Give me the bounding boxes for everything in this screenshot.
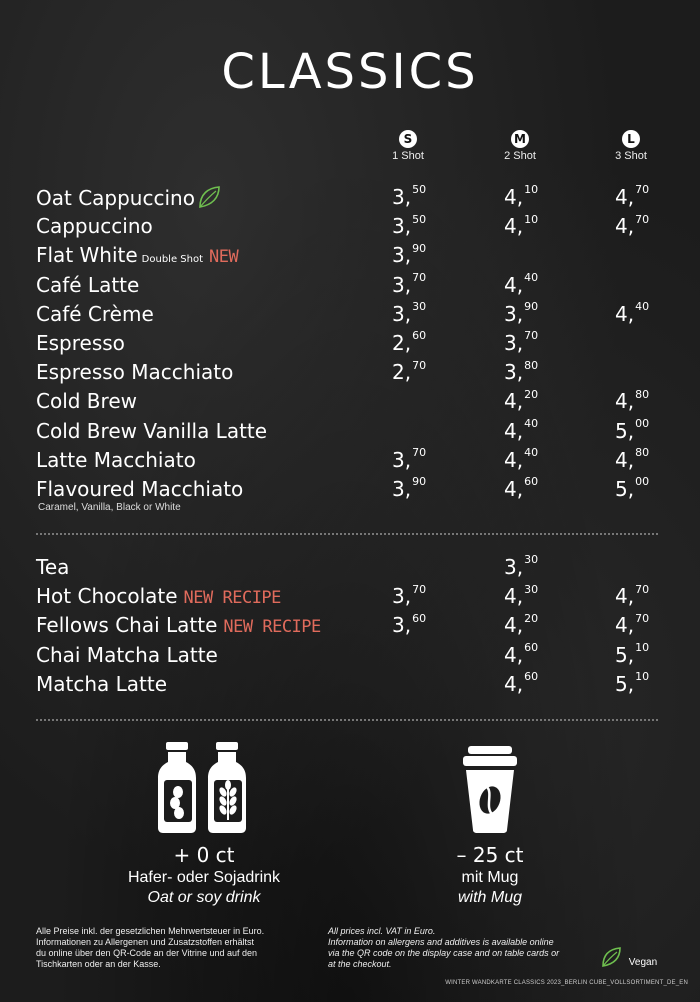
price-cents: 70 <box>412 358 427 372</box>
menu-item-name <box>36 643 218 667</box>
price-euros: 3 <box>392 272 405 297</box>
menu-item <box>0 475 700 513</box>
new-badge: NEW <box>209 247 239 268</box>
price-cents: 80 <box>635 387 650 401</box>
size-shot-label: 1 Shot <box>392 150 424 162</box>
price-s <box>392 243 426 267</box>
price-cents: 70 <box>412 446 427 460</box>
footer-en-line: via the QR code on the display case and on table cards or <box>328 948 560 958</box>
price-cents: 00 <box>635 416 650 430</box>
price-m <box>504 613 538 637</box>
footer-de-line: Informationen zu Allergenen und Zusatzstoffen erhältst <box>36 937 254 947</box>
price-cents: 50 <box>412 183 427 197</box>
price-l <box>615 584 649 608</box>
price-cents: 60 <box>524 640 539 654</box>
price-m <box>504 448 538 472</box>
size-column-s <box>378 130 438 162</box>
menu-item-name-text: Espresso <box>36 331 125 355</box>
menu-item-name <box>36 555 69 579</box>
price-cents: 90 <box>524 300 539 314</box>
price-cents: 40 <box>524 270 539 284</box>
price-m <box>504 270 539 297</box>
menu-item-name <box>36 448 196 472</box>
promo-mug-en: with Mug <box>457 889 523 906</box>
price-s <box>392 185 426 209</box>
price-cents: 70 <box>524 329 539 343</box>
new-badge: NEW RECIPE <box>223 617 321 638</box>
price-euros: 4 <box>615 613 628 638</box>
price-l <box>615 416 650 443</box>
size-badge: M <box>511 130 529 148</box>
price-euros: 3 <box>392 243 405 268</box>
menu-item-name <box>36 613 321 637</box>
menu-item <box>0 416 700 445</box>
price-separator: , <box>404 360 412 385</box>
price-cents: 00 <box>635 475 650 489</box>
menu-item-subtitle: Caramel, Vanilla, Black or White <box>38 502 181 513</box>
menu-item-qualifier: Double Shot <box>141 254 204 266</box>
price-separator: , <box>627 418 635 443</box>
menu-item <box>0 389 700 415</box>
price-separator: , <box>516 331 524 355</box>
price-separator: , <box>404 331 412 355</box>
price-separator: , <box>627 671 635 696</box>
price-euros: 2 <box>392 331 405 355</box>
price-euros: 3 <box>392 584 405 609</box>
price-separator: , <box>516 584 524 609</box>
price-euros: 4 <box>504 613 517 638</box>
price-l <box>615 477 649 501</box>
price-cents: 10 <box>524 183 539 197</box>
price-separator: , <box>404 613 412 638</box>
price-s <box>392 302 426 326</box>
price-s <box>392 360 426 384</box>
menu-item-name <box>36 273 139 297</box>
promo-milk-price: + 0 ct <box>173 843 235 867</box>
price-euros: 4 <box>504 185 517 209</box>
price-euros: 4 <box>504 214 517 239</box>
price-m <box>504 331 538 355</box>
coffee-cup-icon <box>460 744 520 839</box>
price-s <box>392 331 426 355</box>
price-euros: 3 <box>504 301 517 326</box>
price-separator: , <box>404 272 412 297</box>
price-s <box>392 584 426 608</box>
price-cents: 30 <box>524 582 539 596</box>
page-title: CLASSICS <box>221 44 479 100</box>
size-shot-label: 2 Shot <box>504 150 536 162</box>
menu-item <box>0 331 700 357</box>
price-separator: , <box>516 477 524 501</box>
price-m <box>504 477 538 501</box>
menu-item-name-text: Fellows Chai Latte <box>36 613 218 638</box>
footer-note-en <box>328 926 559 970</box>
price-euros: 5 <box>615 477 628 501</box>
price-m <box>504 584 538 608</box>
price-m <box>504 416 539 443</box>
price-cents: 10 <box>524 212 539 226</box>
menu-item-name-text: Cold Brew <box>36 389 137 414</box>
footer-note-de <box>36 926 264 970</box>
menu-item-name <box>36 302 154 326</box>
price-separator: , <box>516 360 524 385</box>
price-euros: 3 <box>392 613 405 638</box>
menu-item <box>0 613 700 639</box>
menu-item-name-text: Oat Cappuccino <box>36 186 195 210</box>
price-cents: 20 <box>524 387 539 401</box>
price-cents: 70 <box>635 183 650 197</box>
price-euros: 3 <box>504 331 517 355</box>
menu-item-name <box>36 672 167 696</box>
price-euros: 4 <box>504 584 517 609</box>
price-separator: , <box>516 671 524 696</box>
price-cents: 20 <box>524 611 539 625</box>
price-separator: , <box>404 447 412 472</box>
vegan-legend <box>600 946 657 968</box>
price-euros: 3 <box>392 477 405 501</box>
price-separator: , <box>404 584 412 609</box>
price-euros: 5 <box>615 642 628 667</box>
price-separator: , <box>627 389 635 414</box>
price-separator: , <box>627 301 635 326</box>
price-euros: 4 <box>504 447 517 472</box>
menu-item-name <box>36 389 137 413</box>
price-cents: 30 <box>412 300 427 314</box>
legal-code: WINTER WANDKARTE CLASSICS 2023_BERLIN CUBE_VOLLSORTIMENT_DE_EN <box>445 980 688 986</box>
menu-item-name-text: Latte Macchiato <box>36 447 196 472</box>
price-separator: , <box>516 389 524 414</box>
price-l <box>615 389 649 413</box>
menu-item <box>0 584 700 610</box>
price-cents: 90 <box>412 241 427 255</box>
vegan-label: Vegan <box>628 957 658 968</box>
price-separator: , <box>516 447 524 472</box>
price-m <box>504 302 538 326</box>
price-cents: 70 <box>412 270 427 284</box>
price-m <box>504 672 538 696</box>
price-cents: 70 <box>635 611 650 625</box>
price-cents: 50 <box>412 212 427 226</box>
menu-item <box>0 214 700 240</box>
menu-item <box>0 360 700 386</box>
footer-en-line: at the checkout. <box>328 959 392 969</box>
new-badge: NEW RECIPE <box>183 588 281 609</box>
size-shot-label: 3 Shot <box>615 150 647 162</box>
price-s <box>392 613 426 637</box>
price-separator: , <box>627 477 635 501</box>
price-euros: 4 <box>504 477 517 501</box>
price-m <box>504 214 538 238</box>
menu-item-name <box>36 477 243 501</box>
menu-item <box>0 243 700 269</box>
menu-item-name <box>36 419 267 443</box>
price-separator: , <box>404 214 412 239</box>
menu-item-name-text: Café Crème <box>36 301 154 326</box>
price-separator: , <box>627 642 635 667</box>
menu-item-name <box>36 214 153 238</box>
price-euros: 4 <box>615 214 628 239</box>
price-cents: 80 <box>635 446 650 460</box>
menu-item-name <box>36 360 233 384</box>
price-cents: 70 <box>635 582 650 596</box>
size-badge: L <box>622 130 640 148</box>
menu-item-name <box>36 331 125 355</box>
price-m <box>504 389 538 413</box>
size-column-m <box>490 130 550 162</box>
menu-item <box>0 672 700 698</box>
price-m <box>504 555 538 579</box>
price-euros: 3 <box>504 555 517 579</box>
price-separator: , <box>627 185 635 209</box>
price-cents: 10 <box>635 670 650 684</box>
section-divider <box>36 719 658 721</box>
menu-item-name-text: Flat White <box>36 243 138 268</box>
price-separator: , <box>516 613 524 638</box>
menu-item <box>0 270 700 299</box>
menu-item <box>0 555 700 581</box>
price-m <box>504 640 539 667</box>
promo-milk-en: Oat or soy drink <box>147 889 261 906</box>
promo-mug-de: mit Mug <box>461 869 519 886</box>
price-cents: 90 <box>412 475 427 489</box>
size-column-l <box>601 130 661 162</box>
promo-milk-alternative <box>94 843 314 907</box>
price-euros: 4 <box>504 272 517 297</box>
price-cents: 60 <box>524 475 539 489</box>
menu-item-name-text: Cappuccino <box>36 214 153 239</box>
menu-item-name-text: Flavoured Macchiato <box>36 477 244 501</box>
footer-de-line: du online über den QR-Code an der Vitrine und auf den <box>36 948 257 958</box>
price-cents: 40 <box>524 416 539 430</box>
price-euros: 3 <box>504 360 517 385</box>
price-separator: , <box>404 185 412 209</box>
price-euros: 3 <box>392 185 405 209</box>
price-s <box>392 270 427 297</box>
menu-item <box>0 448 700 474</box>
price-separator: , <box>627 214 635 239</box>
menu-item-name-text: Café Latte <box>36 272 140 297</box>
milk-bottles-icon <box>156 740 252 839</box>
vegan-leaf-icon <box>197 185 225 214</box>
price-separator: , <box>627 613 635 638</box>
price-separator: , <box>516 272 524 297</box>
menu-item-name-text: Espresso Macchiato <box>36 360 234 385</box>
promo-milk-de: Hafer- oder Sojadrink <box>127 869 281 886</box>
price-euros: 4 <box>504 642 517 667</box>
price-cents: 40 <box>524 446 539 460</box>
price-euros: 4 <box>504 389 517 414</box>
price-separator: , <box>516 214 524 239</box>
price-euros: 4 <box>504 418 517 443</box>
price-cents: 80 <box>524 358 539 372</box>
price-l <box>615 640 650 667</box>
size-badge: S <box>399 130 417 148</box>
price-cents: 30 <box>524 553 539 567</box>
price-cents: 70 <box>412 582 427 596</box>
price-euros: 5 <box>615 671 628 696</box>
menu-item <box>0 640 700 669</box>
menu-item <box>0 302 700 328</box>
price-euros: 4 <box>615 185 628 209</box>
price-euros: 4 <box>615 301 628 326</box>
price-s <box>392 448 426 472</box>
price-separator: , <box>516 185 524 209</box>
price-separator: , <box>627 584 635 609</box>
price-euros: 4 <box>615 584 628 609</box>
price-cents: 40 <box>635 300 650 314</box>
section-divider <box>36 533 658 535</box>
price-l <box>615 302 649 326</box>
price-euros: 3 <box>392 214 405 239</box>
menu-item-name-text: Tea <box>36 555 70 579</box>
menu-item-name-text: Chai Matcha Latte <box>36 642 218 667</box>
price-separator: , <box>516 418 524 443</box>
price-euros: 2 <box>392 360 405 385</box>
menu-item <box>0 185 700 211</box>
menu-item-name <box>36 584 281 608</box>
price-euros: 3 <box>392 447 405 472</box>
price-euros: 4 <box>615 389 628 414</box>
menu-item-name <box>36 185 225 214</box>
menu-item-name-text: Hot Chocolate <box>36 584 178 609</box>
price-m <box>504 185 538 209</box>
price-separator: , <box>516 555 524 579</box>
price-l <box>615 613 649 637</box>
price-euros: 5 <box>615 418 628 443</box>
price-cents: 10 <box>635 640 650 654</box>
price-separator: , <box>516 642 524 667</box>
vegan-leaf-icon <box>600 957 629 968</box>
price-separator: , <box>516 301 524 326</box>
price-s <box>392 214 426 238</box>
price-separator: , <box>404 243 412 268</box>
price-s <box>392 477 426 501</box>
price-l <box>615 185 649 209</box>
promo-mug <box>380 843 600 907</box>
menu-item-name-text: Cold Brew Vanilla Latte <box>36 418 268 443</box>
menu-item-name-text: Matcha Latte <box>36 671 168 696</box>
footer-de-line: Tischkarten oder an der Kasse. <box>36 959 161 969</box>
footer-de-line: Alle Preise inkl. der gesetzlichen Mehrwertsteuer in Euro. <box>36 926 265 936</box>
menu-item-name <box>36 243 238 267</box>
price-l <box>615 214 649 238</box>
price-l <box>615 448 649 472</box>
promo-mug-price: – 25 ct <box>456 843 524 867</box>
price-cents: 60 <box>524 670 539 684</box>
price-m <box>504 360 538 384</box>
price-cents: 60 <box>412 329 427 343</box>
price-euros: 4 <box>504 671 517 696</box>
price-euros: 3 <box>392 301 405 326</box>
price-cents: 70 <box>635 212 650 226</box>
price-l <box>615 672 649 696</box>
price-separator: , <box>627 447 635 472</box>
footer-en-line: All prices incl. VAT in Euro. <box>328 926 436 936</box>
price-cents: 60 <box>412 611 427 625</box>
footer-en-line: Information on allergens and additives is available online <box>328 937 554 947</box>
price-euros: 4 <box>615 447 628 472</box>
price-separator: , <box>404 301 412 326</box>
price-separator: , <box>404 477 412 501</box>
